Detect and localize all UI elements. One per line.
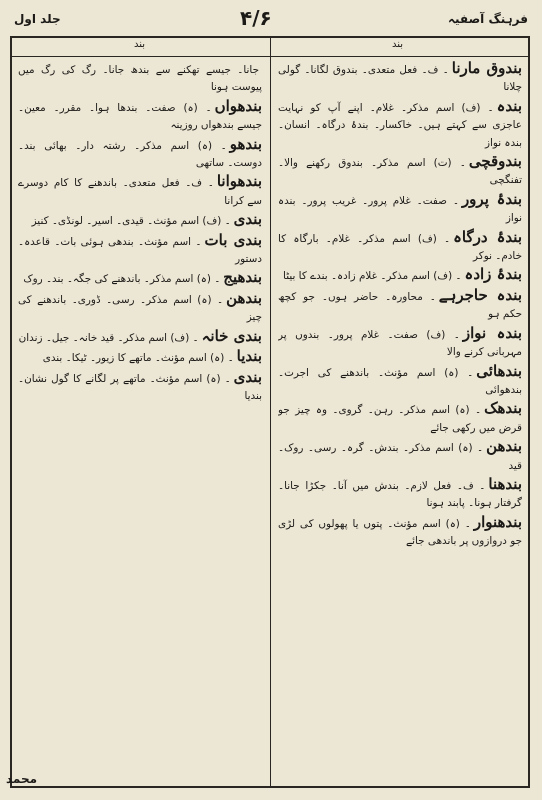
volume-label: جلد اول <box>14 12 61 26</box>
entry-definition: ۔ (ہ) اسم مذکر۔ باندھنے کی جگہ۔ بند۔ روک <box>23 273 221 286</box>
dictionary-entry <box>18 269 262 288</box>
dictionary-entry <box>18 369 262 406</box>
entry-headword: بندی بات <box>204 230 262 249</box>
entry-definition: ۔ (ف) اسم مذکر۔ غلام۔ اپنے آپ کو نہایت عاجزی سے کہتے ہیں۔ خاکسار۔ بندۂ درگاہ۔ انسان۔ بندہ نواز <box>278 101 522 149</box>
entry-headword: بندھنوار <box>473 512 522 531</box>
dictionary-entry <box>18 98 262 135</box>
entry-headword: بندھوانا <box>216 172 262 191</box>
entry-definition: ۔ (ہ) اسم مذکر۔ رشتہ دار۔ بھائی بند۔ دوست۔ ساتھی <box>18 139 262 170</box>
dictionary-entry <box>278 363 522 400</box>
entry-definition: ۔ صفت۔ غلام پرور۔ غریب پرور۔ بندہ نواز <box>278 194 522 225</box>
page-footer-mark: محمد <box>6 772 38 786</box>
dictionary-entry <box>278 325 522 362</box>
entry-headword: بندھو <box>229 134 262 153</box>
entry-definition: ۔ ف۔ فعل متعدی۔ بندوق لگانا۔ گولی چلانا <box>278 64 522 94</box>
dictionary-entry <box>18 136 262 173</box>
entry-headword: بندھواں <box>214 96 262 115</box>
entry-headword: بندھائی <box>476 361 522 380</box>
page-header <box>0 6 542 34</box>
entry-headword: بندۂ درگاہ <box>453 227 522 246</box>
dictionary-entry <box>18 348 262 367</box>
entry-headword: بندھنا <box>488 474 522 493</box>
entry-definition: ۔ (ہ) اسم مذکر۔ رسی۔ ڈوری۔ باندھنے کی چیز <box>18 293 262 324</box>
entry-headword: بندہ <box>496 96 522 115</box>
entry-definition: ۔ (ہ) صفت۔ بندھا ہوا۔ مقرر۔ معین۔ جیسے بندھواں روزینہ <box>18 101 262 132</box>
entry-definition: ۔ (ہ) اسم مذکر۔ رہن۔ گروی۔ وہ چیز جو قرض میں رکھی جائے <box>278 404 522 434</box>
entry-definition: ۔ (ہ) اسم مؤنث۔ پتوں یا پھولوں کی لڑی جو دروازوں پر باندھی جائے <box>278 517 522 548</box>
column-divider <box>270 38 271 786</box>
entry-headword: بندھیج <box>223 268 262 287</box>
dictionary-entry <box>18 211 262 230</box>
dictionary-entry <box>278 266 522 285</box>
entry-definition: ۔ (ف) اسم مذکر۔ قید خانہ۔ جیل۔ زندان <box>18 331 199 344</box>
entry-definition: ۔ (ہ) اسم مؤنث۔ ماتھے کا زیور۔ ٹیکا۔ بندی <box>42 352 234 365</box>
dictionary-entry <box>18 232 262 269</box>
entry-headword: بندیا <box>236 347 262 366</box>
dictionary-entry <box>18 328 262 347</box>
entry-definition: ۔ (ہ) اسم مؤنث۔ ماتھے پر لگانے کا گول نشان۔ بندیا <box>18 372 262 402</box>
entry-definition: ۔ (ف) صفت۔ غلام پرور۔ بندوں پر مہربانی کرنے والا <box>278 328 522 359</box>
entry-headword: بندۂ پرور <box>461 189 522 208</box>
entry-headword: بندہ نواز <box>462 323 522 342</box>
dictionary-entry <box>278 191 522 228</box>
entry-definition: ۔ اسم مؤنث۔ بندھی ہوئی بات۔ قاعدہ۔ دستور <box>18 235 262 266</box>
entry-headword: بندۂ زادہ <box>464 265 522 284</box>
entry-definition: ۔ (ہ) اسم مذکر۔ بندش۔ گرہ۔ رسی۔ روک۔ قید <box>278 442 522 472</box>
entry-definition: ۔ (ہ) اسم مؤنث۔ باندھنے کی اجرت۔ بندھوائی <box>278 366 522 396</box>
entry-headword: بندھن <box>486 437 522 456</box>
entry-headword: بندی خانہ <box>201 326 262 345</box>
page-number: ۴/۶ <box>240 6 272 30</box>
dictionary-entry <box>278 438 522 475</box>
dictionary-entry <box>278 98 522 152</box>
entry-definition: ۔ (ف) اسم مؤنث۔ قیدی۔ اسیر۔ لونڈی۔ کنیز <box>31 215 231 228</box>
dictionary-entry <box>278 476 522 513</box>
entry-headword: بندی <box>233 210 262 229</box>
entry-headword: بندوق مارنا <box>451 60 522 77</box>
entry-headword: بندہ حاجرہے <box>438 285 522 304</box>
dictionary-entry <box>278 514 522 551</box>
dictionary-entry <box>18 60 262 97</box>
entry-definition: ۔ (ف) اسم مذکر۔ غلام۔ بارگاہ کا خادم۔ نوکر <box>278 232 522 263</box>
entry-headword: بندی <box>233 367 262 386</box>
entry-definition: ۔ (ف) اسم مذکر۔ غلام زادہ۔ بندے کا بیٹا <box>283 270 462 283</box>
dictionary-entry <box>18 173 262 210</box>
entry-headword: بندھک <box>484 399 522 418</box>
entry-headword: بندھن <box>226 288 262 307</box>
dictionary-entry <box>18 290 262 327</box>
dictionary-entry <box>278 400 522 437</box>
dictionary-entry <box>278 60 522 97</box>
right-column <box>278 60 522 780</box>
entry-headword: بندوقچی <box>468 152 522 171</box>
book-title: فرہنگ آصفیہ <box>448 12 528 26</box>
entry-definition: ۔ ف۔ فعل لازم۔ بندش میں آنا۔ جکڑا جانا۔ گرفتار ہونا۔ پابند ہونا <box>278 479 522 510</box>
page-frame <box>10 36 530 788</box>
right-column-heading: بند <box>392 39 404 50</box>
entry-definition: جانا۔ جیسے تھکنے سے بندھ جانا۔ رگ کی رگ میں پیوست ہونا <box>18 64 262 94</box>
left-column-heading: بند <box>134 39 146 50</box>
dictionary-entry <box>278 153 522 190</box>
entry-definition: ۔ محاورہ۔ حاضر ہوں۔ جو کچھ حکم ہو <box>278 290 522 321</box>
dictionary-entry <box>278 287 522 324</box>
dictionary-entry <box>278 229 522 266</box>
left-column <box>18 60 262 780</box>
entry-definition: ۔ ف۔ فعل متعدی۔ باندھنے کا کام دوسرے سے کرانا <box>18 177 262 207</box>
entry-definition: ۔ (ت) اسم مذکر۔ بندوق رکھنے والا۔ تفنگچی <box>278 157 522 187</box>
